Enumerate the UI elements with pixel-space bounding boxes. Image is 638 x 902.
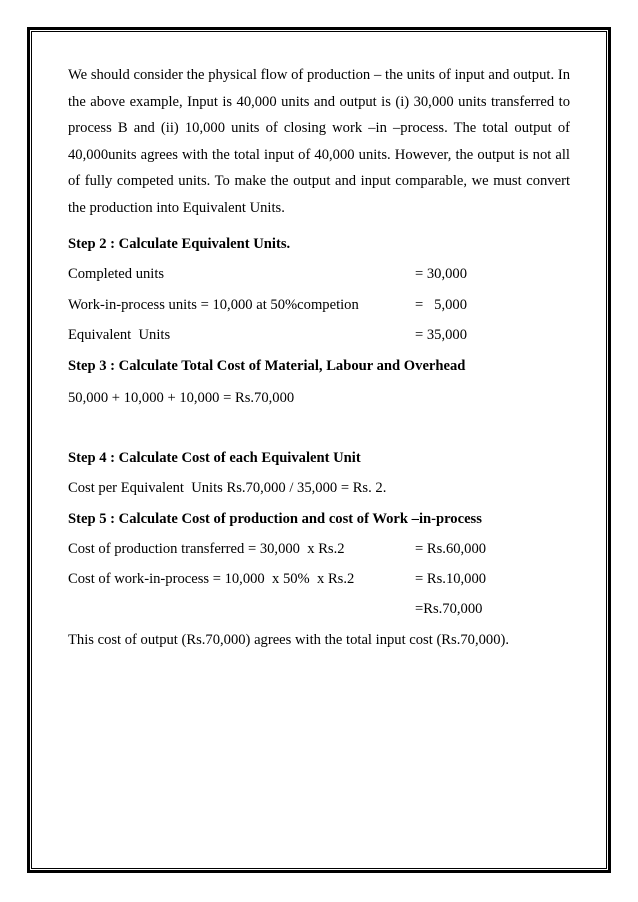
step2-section: [68, 234, 570, 345]
step5-row-label: Cost of production transferred = 30,000 x Rs.2: [68, 541, 345, 557]
step2-heading: Step 2 : Calculate Equivalent Units.: [68, 236, 291, 252]
step5-row-label: Cost of work-in-process = 10,000 x 50% x Rs.2: [68, 571, 355, 587]
step4-line: Cost per Equivalent Units Rs.70,000 / 35,000 = Rs. 2.: [68, 480, 387, 496]
step2-row: [68, 264, 570, 284]
step2-row-label: Work-in-process units = 10,000 at 50%competion: [68, 297, 359, 313]
step4-section: [68, 448, 570, 498]
intro-paragraph: We should consider the physical flow of production – the units of input and output. In the above example, Input is 40,000 units and output is (i) 30,000 units transferred to process B and (ii) 10,000 units of closing work –in –process. The total output of 40,000units agrees with the total input of 40,000 units. However, the output is not all of fully competed units. To make the output and input comparable, we must convert the production into Equivalent Units.: [68, 67, 570, 216]
step5-row: [68, 599, 570, 619]
step5-row: [68, 569, 570, 589]
step5-row-value: = Rs.10,000: [415, 571, 487, 587]
step3-line: 50,000 + 10,000 + 10,000 = Rs.70,000: [68, 390, 295, 406]
step5-row: [68, 539, 570, 559]
step2-row-label: Completed units: [68, 266, 165, 282]
step2-row-value: = 5,000: [415, 297, 468, 313]
page-content: [68, 62, 570, 648]
step2-row: [68, 325, 570, 345]
step4-heading: Step 4 : Calculate Cost of each Equivalent Unit: [68, 450, 361, 466]
step5-row-value: = Rs.60,000: [415, 541, 487, 557]
step3-heading: Step 3 : Calculate Total Cost of Material, Labour and Overhead: [68, 358, 466, 374]
step5-heading: Step 5 : Calculate Cost of production and cost of Work –in-process: [68, 511, 482, 527]
step3-section: [68, 356, 570, 408]
step2-row-value: = 30,000: [415, 266, 468, 282]
step5-section: [68, 509, 570, 619]
step2-row-label: Equivalent Units: [68, 327, 171, 343]
step5-row-value: =Rs.70,000: [415, 601, 483, 617]
step2-row: [68, 295, 570, 315]
conclusion-text: This cost of output (Rs.70,000) agrees with the total input cost (Rs.70,000).: [68, 632, 510, 648]
step2-row-value: = 35,000: [415, 327, 468, 343]
